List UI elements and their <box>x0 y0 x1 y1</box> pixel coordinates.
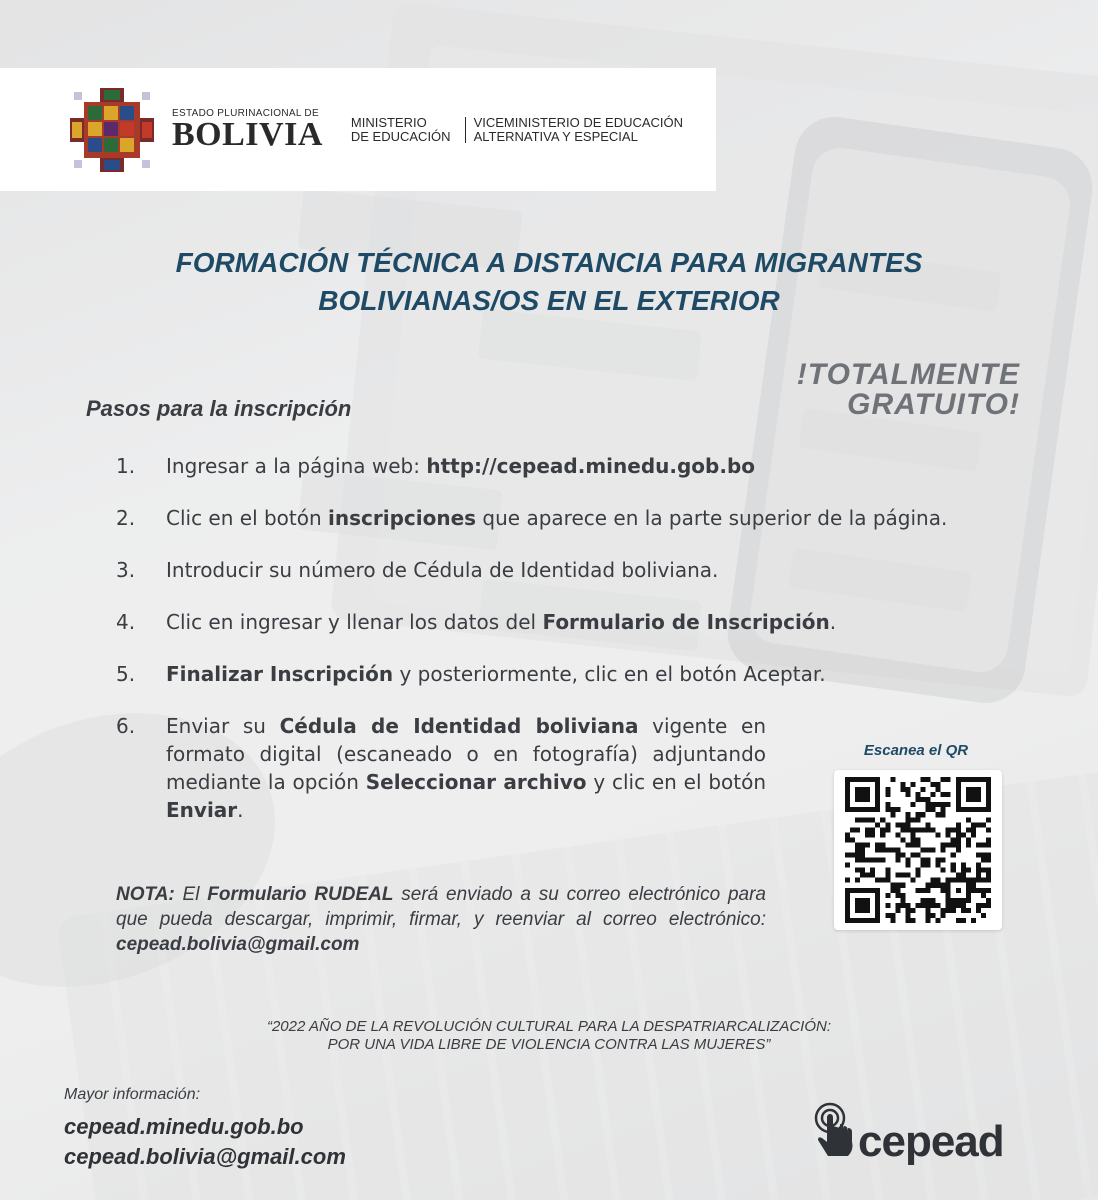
free-badge-line1: !TOTALMENTE <box>796 358 1020 391</box>
free-badge <box>797 360 1020 420</box>
page-title <box>0 244 1098 320</box>
steps-list <box>116 452 1002 824</box>
step-number: 1. <box>116 454 136 478</box>
step-item <box>116 556 1002 584</box>
step-item <box>116 452 1002 480</box>
logo-big-text: BOLIVIA <box>172 116 323 153</box>
note-email[interactable]: cepead.bolivia@gmail.com <box>116 934 360 955</box>
step-text: Finalizar Inscripción y posteriormente, clic en el botón Aceptar. <box>166 662 826 686</box>
slogan-line2: POR UNA VIDA LIBRE DE VIOLENCIA CONTRA LAS MUJERES” <box>327 1036 771 1053</box>
title-line2: BOLIVIANAS/OS EN EL EXTERIOR <box>318 285 780 316</box>
step-number: 4. <box>116 610 136 634</box>
email-footer-link[interactable]: cepead.bolivia@gmail.com <box>64 1144 346 1169</box>
step-number: 6. <box>116 714 136 738</box>
steps-heading: Pasos para la inscripción <box>86 396 352 421</box>
vice-line2: ALTERNATIVA Y ESPECIAL <box>473 128 638 144</box>
step-text: Clic en ingresar y llenar los datos del Formulario de Inscripción. <box>166 610 837 634</box>
step-item <box>116 504 1002 532</box>
step-text: Clic en el botón inscripciones que aparece en la parte superior de la página. <box>166 506 948 530</box>
header-divider <box>465 117 466 143</box>
step-text: Introducir su número de Cédula de Identidad boliviana. <box>166 558 719 582</box>
qr-label: Escanea el QR <box>863 742 969 759</box>
free-badge-line2: GRATUITO! <box>847 388 1020 421</box>
slogan-line1: “2022 AÑO DE LA REVOLUCIÓN CULTURAL PARA LA DESPATRIARCALIZACIÓN: <box>266 1018 832 1035</box>
website-link[interactable]: http://cepead.minedu.gob.bo <box>426 454 756 478</box>
logo-small-text: ESTADO PLURINACIONAL DE <box>172 108 319 119</box>
step-item <box>116 608 1002 636</box>
cepead-logo <box>810 1094 1030 1164</box>
note-paragraph: NOTA: El Formulario RUDEAL será enviado a su correo electrónico para que pueda descargar, imprimir, firmar, y reenviar al correo electrónico: cepead.bolivia@gmail.com <box>116 884 766 955</box>
qr-code-image <box>845 777 991 923</box>
ministry-line2: DE EDUCACIÓN <box>350 128 451 144</box>
note-label: NOTA: <box>116 884 175 905</box>
step-text: Enviar su Cédula de Identidad boliviana vigente en formato digital (escaneado o en fotografía) adjuntando mediante la opción Seleccionar archivo y clic en el botón Enviar. <box>166 714 767 822</box>
bolivia-wordmark <box>172 108 323 151</box>
step-item <box>116 660 1002 688</box>
qr-code[interactable] <box>834 770 1002 930</box>
step-text: Ingresar a la página web: http://cepead.minedu.gob.bo <box>166 454 756 478</box>
touch-hand-icon <box>810 1102 864 1164</box>
header-banner <box>0 68 716 191</box>
viceministry-name <box>474 116 683 144</box>
ministry-line1: MINISTERIO <box>350 114 427 130</box>
cepead-wordmark: cepead <box>858 1117 1004 1166</box>
vice-line1: VICEMINISTERIO DE EDUCACIÓN <box>473 114 684 130</box>
bolivia-emblem-logo <box>66 84 158 176</box>
ministry-name <box>351 116 451 144</box>
step-number: 3. <box>116 558 136 582</box>
title-line1: FORMACIÓN TÉCNICA A DISTANCIA PARA MIGRANTES <box>175 247 923 278</box>
slogan <box>0 1018 1098 1054</box>
step-number: 2. <box>116 506 136 530</box>
website-footer-link[interactable]: cepead.minedu.gob.bo <box>64 1114 304 1139</box>
more-info-label: Mayor información: <box>64 1086 201 1103</box>
step-number: 5. <box>116 662 136 686</box>
